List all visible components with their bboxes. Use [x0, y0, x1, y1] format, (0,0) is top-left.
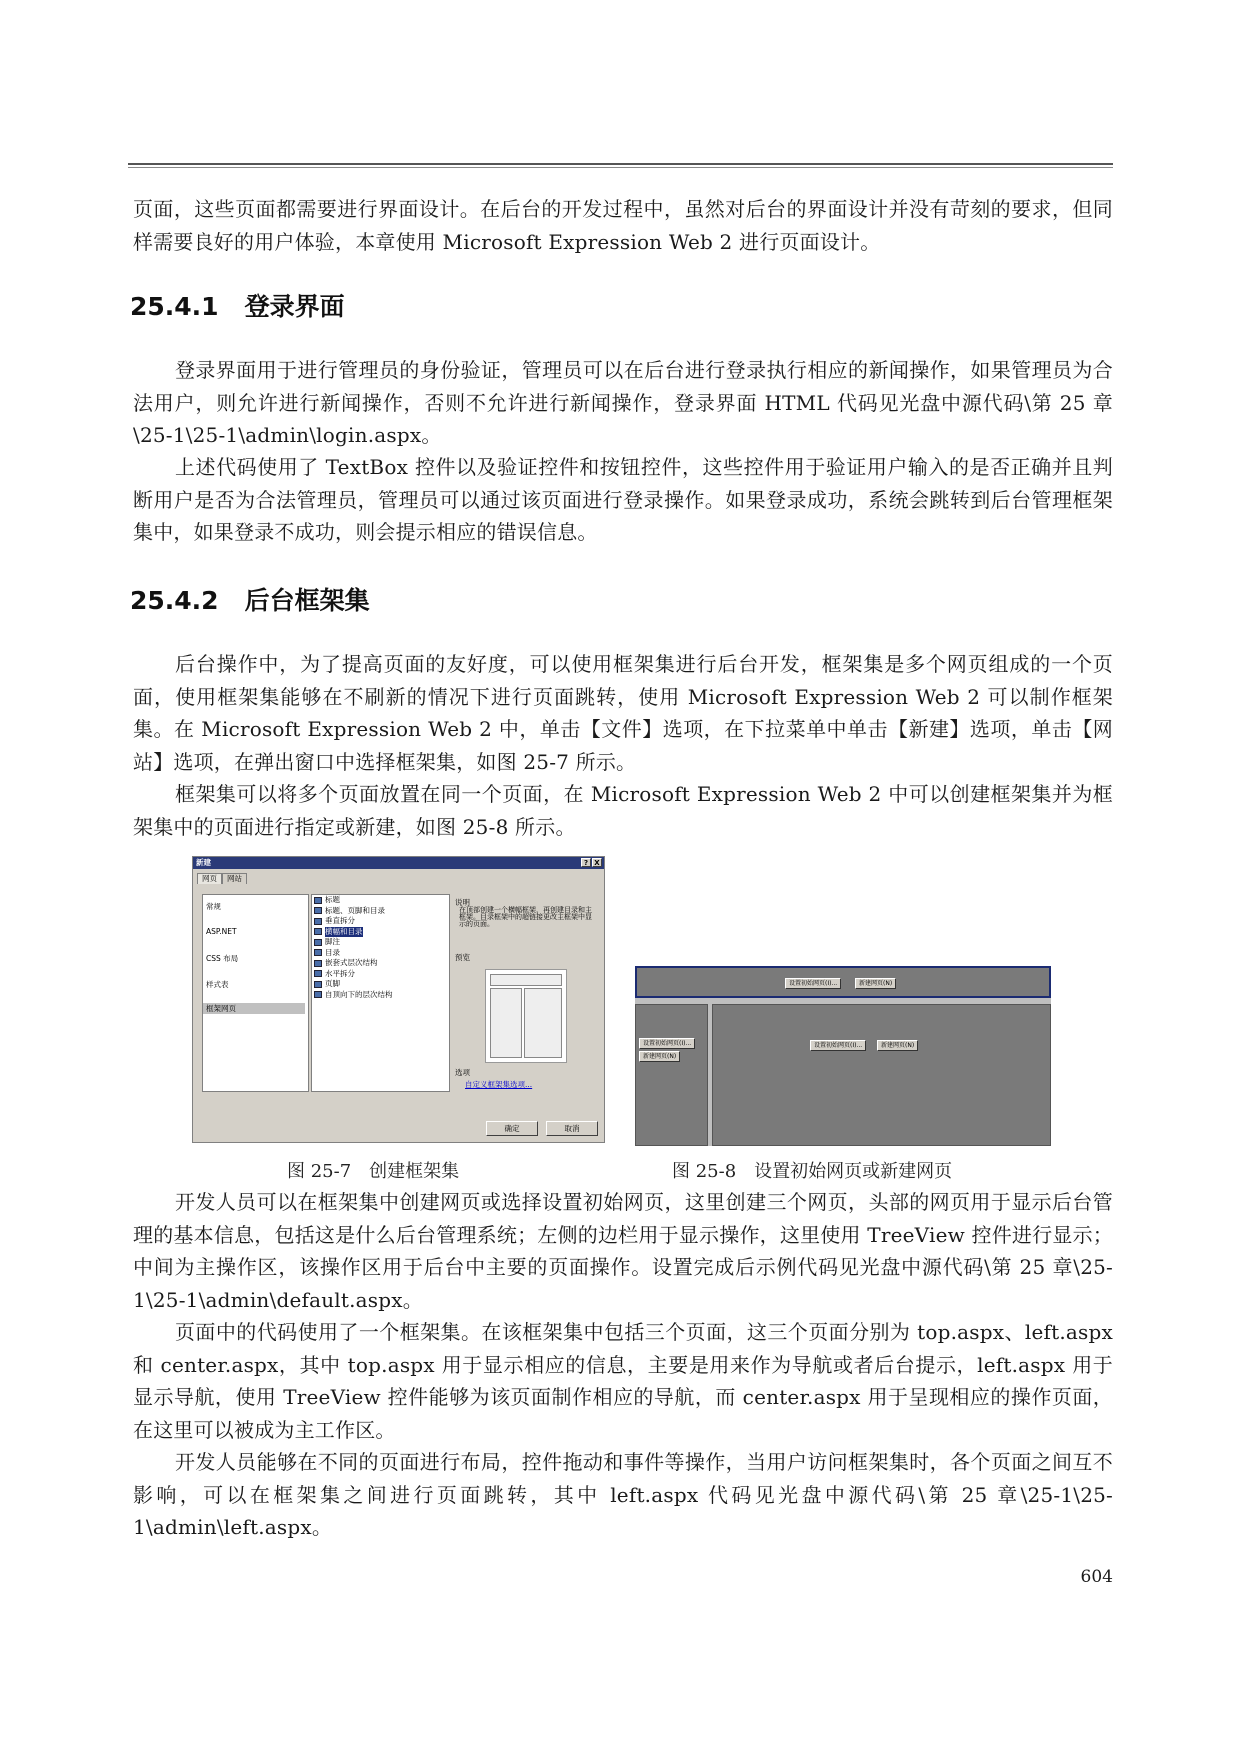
section-number: 25.4.2 [130, 586, 219, 615]
category-item: 常规 [206, 902, 221, 911]
frameset-preview [485, 969, 567, 1063]
intro-paragraph: 页面，这些页面都需要进行界面设计。在后台的开发过程中，虽然对后台的界面设计并没有苛刻的要求，但同样需要良好的用户体验，本章使用 Microsoft Expression Web 2 进行页面设计。 [133, 197, 1113, 254]
main-frame [712, 1004, 1051, 1146]
section2-paragraph-4: 页面中的代码使用了一个框架集。在该框架集中包括三个页面，这三个页面分别为 top.aspx、left.aspx 和 center.aspx，其中 top.aspx 用于显示相应的信息，主要是用来作为导航或者后台提示，left.aspx 用于显示导航，使用 TreeView 控件能够为该页面制作相应的导航，而 center.aspx 用于呈现相应的操作页面，在这里可以被成为主工作区。 [133, 1320, 1113, 1442]
section-number: 25.4.1 [130, 292, 219, 321]
category-item: CSS 布局 [206, 954, 239, 963]
section2-paragraph-3: 开发人员可以在框架集中创建网页或选择设置初始网页，这里创建三个网页，头部的网页用于显示后台管理的基本信息，包括这是什么后台管理系统；左侧的边栏用于显示操作，这里使用 TreeView 控件进行显示；中间为主操作区，该操作区用于后台中主要的页面操作。设置完成后示例代码见光盘中源代码\第 25 章\25-1\25-1\admin\default.aspx。 [133, 1190, 1113, 1312]
figure-25-8-caption: 图 25-8 设置初始网页或新建网页 [672, 1161, 953, 1182]
section-heading-25-4-2 [130, 581, 370, 617]
frameset-icon [314, 897, 322, 904]
preview-label: 预览 [455, 953, 470, 962]
frameset-icon [314, 960, 322, 967]
frameset-icon [314, 918, 322, 925]
frameset-icon [314, 970, 322, 977]
section1-paragraph-2: 上述代码使用了 TextBox 控件以及验证控件和按钮控件，这些控件用于验证用户输入的是否正确并且判断用户是否为合法管理员，管理员可以通过该页面进行登录操作。如果登录成功，系统会跳转到后台管理框架集中，如果登录不成功，则会提示相应的错误信息。 [133, 455, 1113, 544]
new-page-button: 新建网页(N) [877, 1040, 918, 1051]
category-item: 样式表 [206, 980, 229, 989]
template-list [311, 894, 450, 1092]
frameset-icon [314, 928, 322, 935]
section2-paragraph-2: 框架集可以将多个页面放置在同一个页面，在 Microsoft Expression Web 2 中可以创建框架集并为框架集中的页面进行指定或新建，如图 25-8 所示。 [133, 782, 1113, 839]
section-title: 后台框架集 [244, 586, 370, 615]
set-initial-page-button: 设置初始网页(I)... [785, 978, 841, 989]
figure-25-7-caption: 图 25-7 创建框架集 [287, 1161, 460, 1182]
dialog-titlebar [193, 857, 604, 869]
top-frame [635, 966, 1051, 998]
set-initial-page-button: 设置初始网页(I)... [810, 1040, 866, 1051]
section2-paragraph-1: 后台操作中，为了提高页面的友好度，可以使用框架集进行后台开发，框架集是多个网页组成的一个页面，使用框架集能够在不刷新的情况下进行页面跳转，使用 Microsoft Expression Web 2 可以制作框架集。在 Microsoft Expression Web 2 中，单击【文件】选项，在下拉菜单中单击【新建】选项，单击【网站】选项，在弹出窗口中选择框架集，如图 25-7 所示。 [133, 652, 1113, 774]
frameset-icon [314, 981, 322, 988]
frameset-icon [314, 907, 322, 914]
section-title: 登录界面 [244, 292, 345, 321]
template-item: 垂直拆分 [312, 916, 449, 927]
options-label: 选项 [455, 1068, 470, 1077]
section2-paragraph-5: 开发人员能够在不同的页面进行布局，控件拖动和事件等操作，当用户访问框架集时，各个页面之间互不影响，可以在框架集之间进行页面跳转，其中 left.aspx 代码见光盘中源代码\第 25 章\25-1\25-1\admin\left.aspx。 [133, 1450, 1113, 1539]
new-dialog-screenshot [192, 856, 605, 1143]
dialog-title: 新建 [196, 858, 211, 867]
close-icon: X [592, 858, 602, 867]
category-item-selected: 框架网页 [203, 1003, 305, 1014]
left-frame [635, 1004, 708, 1146]
template-item: 嵌套式层次结构 [312, 958, 449, 969]
new-page-button: 新建网页(N) [855, 978, 896, 989]
header-rule [128, 163, 1113, 168]
options-link: 自定义框架集选项... [465, 1080, 533, 1089]
help-icon: ? [581, 858, 591, 867]
set-initial-page-button: 设置初始网页(I)... [639, 1038, 695, 1049]
description-text: 在顶部创建一个横幅框架，再创建目录和主框架。目录框架中的超链接更改主框架中显示的页面。 [459, 906, 592, 928]
template-item: 水平拆分 [312, 969, 449, 980]
category-item: ASP.NET [206, 927, 237, 936]
template-item: 标题、页脚和目录 [312, 906, 449, 917]
tab-website: 网站 [222, 873, 247, 884]
new-page-button: 新建网页(N) [639, 1051, 680, 1062]
template-item-selected: 横幅和目录 [312, 927, 449, 938]
description-label: 说明 [455, 898, 470, 907]
frameset-screenshot [635, 966, 1051, 1146]
section1-paragraph-1: 登录界面用于进行管理员的身份验证，管理员可以在后台进行登录执行相应的新闻操作，如果管理员为合法用户，则允许进行新闻操作，否则不允许进行新闻操作，登录界面 HTML 代码见光盘中源代码\第 25 章\25-1\25-1\admin\login.aspx。 [133, 358, 1113, 447]
section-heading-25-4-1 [130, 287, 345, 323]
frameset-icon [314, 949, 322, 956]
template-item: 页脚 [312, 979, 449, 990]
template-item: 目录 [312, 948, 449, 959]
cancel-button: 取消 [546, 1121, 598, 1136]
template-item: 脚注 [312, 937, 449, 948]
ok-button: 确定 [486, 1121, 538, 1136]
category-list [202, 894, 309, 1092]
frameset-icon [314, 991, 322, 998]
template-item: 标题 [312, 895, 449, 906]
template-item: 自顶向下的层次结构 [312, 990, 449, 1001]
frameset-icon [314, 939, 322, 946]
page-number: 604 [1080, 1567, 1113, 1587]
tab-webpage: 网页 [197, 873, 222, 884]
